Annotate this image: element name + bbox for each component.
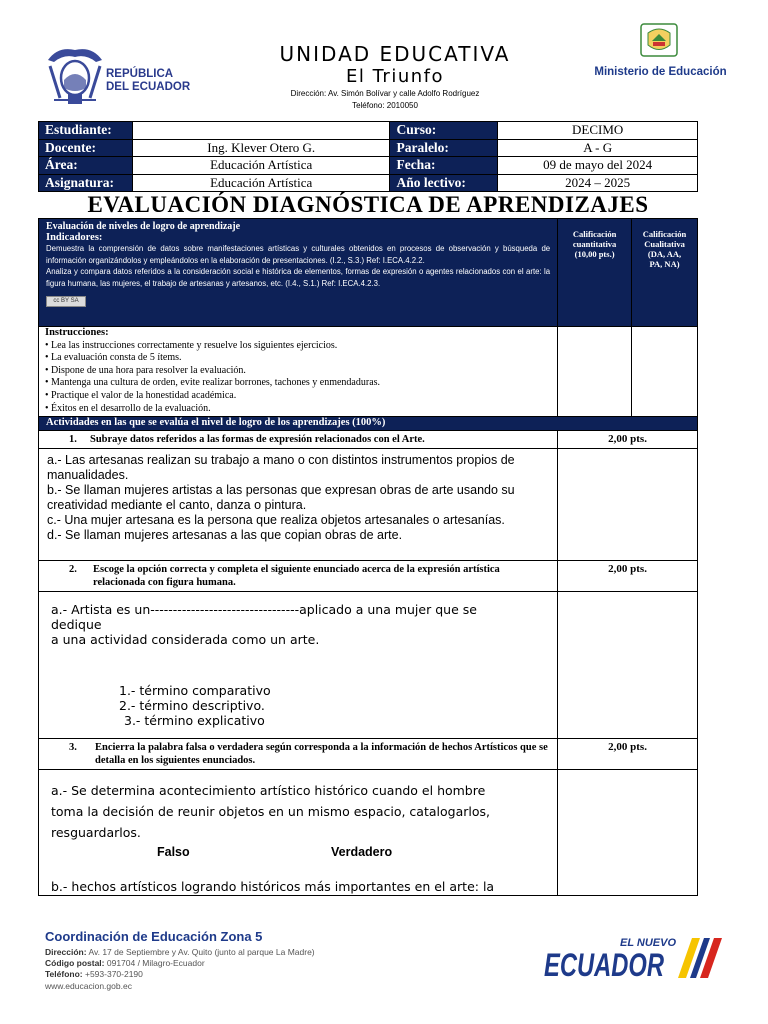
question-1-option-b[interactable]: b.- Se llaman mujeres artistas a las personas que expresan obras de arte usando su creatividad mediante el canto, danza o pintura.	[47, 483, 515, 513]
activities-header: Actividades en las que se evalúa el nivel de logro de los aprendizajes (100%)	[39, 417, 698, 431]
question-2-prompt: 2. Escoge la opción correcta y completa el siguiente enunciado acerca de la expresión artística relacionada con figura humana.	[39, 561, 558, 592]
question-1-answers	[39, 449, 558, 561]
question-1-prompt: 1. Subraye datos referidos a las formas de expresión relacionados con el Arte.	[39, 431, 558, 449]
instruction-item: • Mantenga una cultura de orden, evite realizar borrones, tachones y enmendaduras.	[45, 377, 381, 389]
course-label: Curso:	[390, 122, 498, 140]
question-2-option-1[interactable]: 1.- término comparativo	[119, 683, 271, 699]
instruction-item: • Dispone de una hora para resolver la evaluación.	[45, 364, 246, 376]
question-3-statement-a-line-2: toma la decisión de reunir objetos en un mismo espacio, catalogarlos,	[51, 804, 490, 820]
parallel-value: A - G	[498, 139, 698, 157]
question-3-prompt: 3. Encierra la palabra falsa o verdadera según corresponda a la información de hechos Artísticos que se detalla en los siguientes enunciados.	[39, 739, 558, 770]
question-1-option-d[interactable]: d.- Se llaman mujeres artesanas a las que copian obras de arte.	[47, 528, 403, 543]
evaluation-heading: Evaluación de niveles de logro de aprendizaje	[46, 221, 241, 232]
school-year-label: Año lectivo:	[390, 174, 498, 192]
school-address: Dirección: Av. Simón Bolívar y calle Adolfo Rodríguez Teléfono: 2010050	[290, 89, 480, 110]
school-name: UNIDAD EDUCATIVA	[279, 42, 511, 66]
question-3-statement-a-line-1: a.- Se determina acontecimiento artístico histórico cuando el hombre	[51, 783, 486, 799]
question-1-option-c[interactable]: c.- Una mujer artesana es la persona que realiza objetos artesanales o artesanías.	[47, 513, 505, 528]
question-2-answers	[39, 592, 558, 739]
el-nuevo-ecuador-logo	[540, 932, 730, 984]
footer-website[interactable]: www.educacion.gob.ec	[45, 981, 132, 991]
quantitative-grade-cell[interactable]	[558, 327, 632, 417]
ecuador-coat-of-arms-icon	[44, 42, 106, 108]
question-2-option-2[interactable]: 2.- término descriptivo.	[119, 698, 265, 714]
footer-address: Dirección: Av. 17 de Septiembre y Av. Quito (junto al parque La Madre)	[45, 947, 315, 957]
question-2-statement-line-2: dedique	[51, 617, 102, 633]
school-location: El Triunfo	[345, 66, 444, 87]
question-3-answers	[39, 770, 558, 896]
parallel-label: Paralelo:	[390, 139, 498, 157]
page-title: EVALUACIÓN DIAGNÓSTICA DE APRENDIZAJES	[87, 192, 649, 217]
instruction-item: • La evaluación consta de 5 ítems.	[45, 352, 182, 364]
indicator-1: Demuestra la comprensión de datos sobre manifestaciones artísticas y culturales obtenidos en procesos de observación y búsqueda de información organizándolos y empleándolos en la elaboración de presentaciones. (I.2., S.3.) Ref: I.ECA.4.2.2.	[46, 244, 551, 265]
course-value: DECIMO	[498, 122, 698, 140]
question-2-statement-line-3: a una actividad considerada como un arte.	[51, 632, 320, 648]
question-3-statement-b: b.- hechos artísticos logrando históricos más importantes en el arte: la	[51, 879, 495, 895]
indicators-label: Indicadores:	[46, 232, 103, 243]
creative-commons-badge: cc BY SA	[46, 296, 86, 307]
instructions-cell	[39, 327, 558, 417]
footer-postal: Código postal: 091704 / Milagro-Ecuador	[45, 958, 205, 968]
date-value: 09 de mayo del 2024	[498, 157, 698, 175]
question-3-grade-cell[interactable]	[558, 770, 698, 896]
footer-phone: Teléfono: +593-370-2190	[45, 969, 143, 979]
instruction-item: • Lea las instrucciones correctamente y resuelve los siguientes ejercicios.	[45, 339, 338, 351]
qualitative-grade-header: Calificación Cualitativa (DA, AA, PA, NA)	[632, 219, 698, 327]
question-2-option-3[interactable]: 3.- término explicativo	[124, 713, 265, 729]
qualitative-grade-cell[interactable]	[632, 327, 698, 417]
question-3-points: 2,00 pts.	[558, 739, 698, 770]
instruction-item: • Practique el valor de la honestidad académica.	[45, 389, 237, 401]
area-value: Educación Artística	[132, 157, 390, 175]
republica-del-ecuador-logo-text: REPÚBLICA DEL ECUADOR	[106, 68, 191, 93]
teacher-value: Ing. Klever Otero G.	[132, 139, 390, 157]
indicator-2: Analiza y compara datos referidos a la consideración social e histórica de elementos, formas de expresión o agentes relacionados con el arte: la figura humana, las mujeres, el trabajo de artesanas y artesanos, etc. (I.4., S.1.) Ref: I.ECA.4.2.3.	[46, 267, 551, 288]
area-label: Área:	[39, 157, 133, 175]
instruction-item: • Éxitos en el desarrollo de la evaluación.	[45, 402, 211, 414]
student-info-table	[38, 121, 698, 192]
instructions-label: Instrucciones:	[45, 327, 109, 338]
school-emblem-icon	[640, 23, 678, 57]
student-field[interactable]	[132, 122, 390, 140]
subject-label: Asignatura:	[39, 174, 133, 192]
question-1-grade-cell[interactable]	[558, 449, 698, 561]
coordination-name: Coordinación de Educación Zona 5	[45, 929, 263, 944]
false-option[interactable]: Falso	[157, 845, 190, 860]
question-2-statement-line-1[interactable]: a.- Artista es un---------------------------------aplicado a una mujer que se	[51, 602, 477, 618]
question-2-grade-cell[interactable]	[558, 592, 698, 739]
date-label: Fecha:	[390, 157, 498, 175]
teacher-label: Docente:	[39, 139, 133, 157]
ministry-name: Ministerio de Educación	[594, 66, 727, 78]
evaluation-table	[38, 218, 698, 896]
subject-value: Educación Artística	[132, 174, 390, 192]
student-label: Estudiante:	[39, 122, 133, 140]
logo-big-text: ECUADOR	[544, 947, 664, 983]
question-3-statement-a-line-3: resguardarlos.	[51, 825, 141, 841]
true-option[interactable]: Verdadero	[331, 845, 393, 860]
quantitative-grade-header: Calificación cuantitativa (10,00 pts.)	[558, 219, 632, 327]
question-1-points: 2,00 pts.	[558, 431, 698, 449]
question-1-option-a[interactable]: a.- Las artesanas realizan su trabajo a mano o con distintos instrumentos propios de manualidades.	[47, 453, 515, 483]
logo-small-text: EL NUEVO	[620, 937, 677, 949]
school-year-value: 2024 – 2025	[498, 174, 698, 192]
indicators-cell	[39, 219, 558, 327]
question-2-points: 2,00 pts.	[558, 561, 698, 592]
